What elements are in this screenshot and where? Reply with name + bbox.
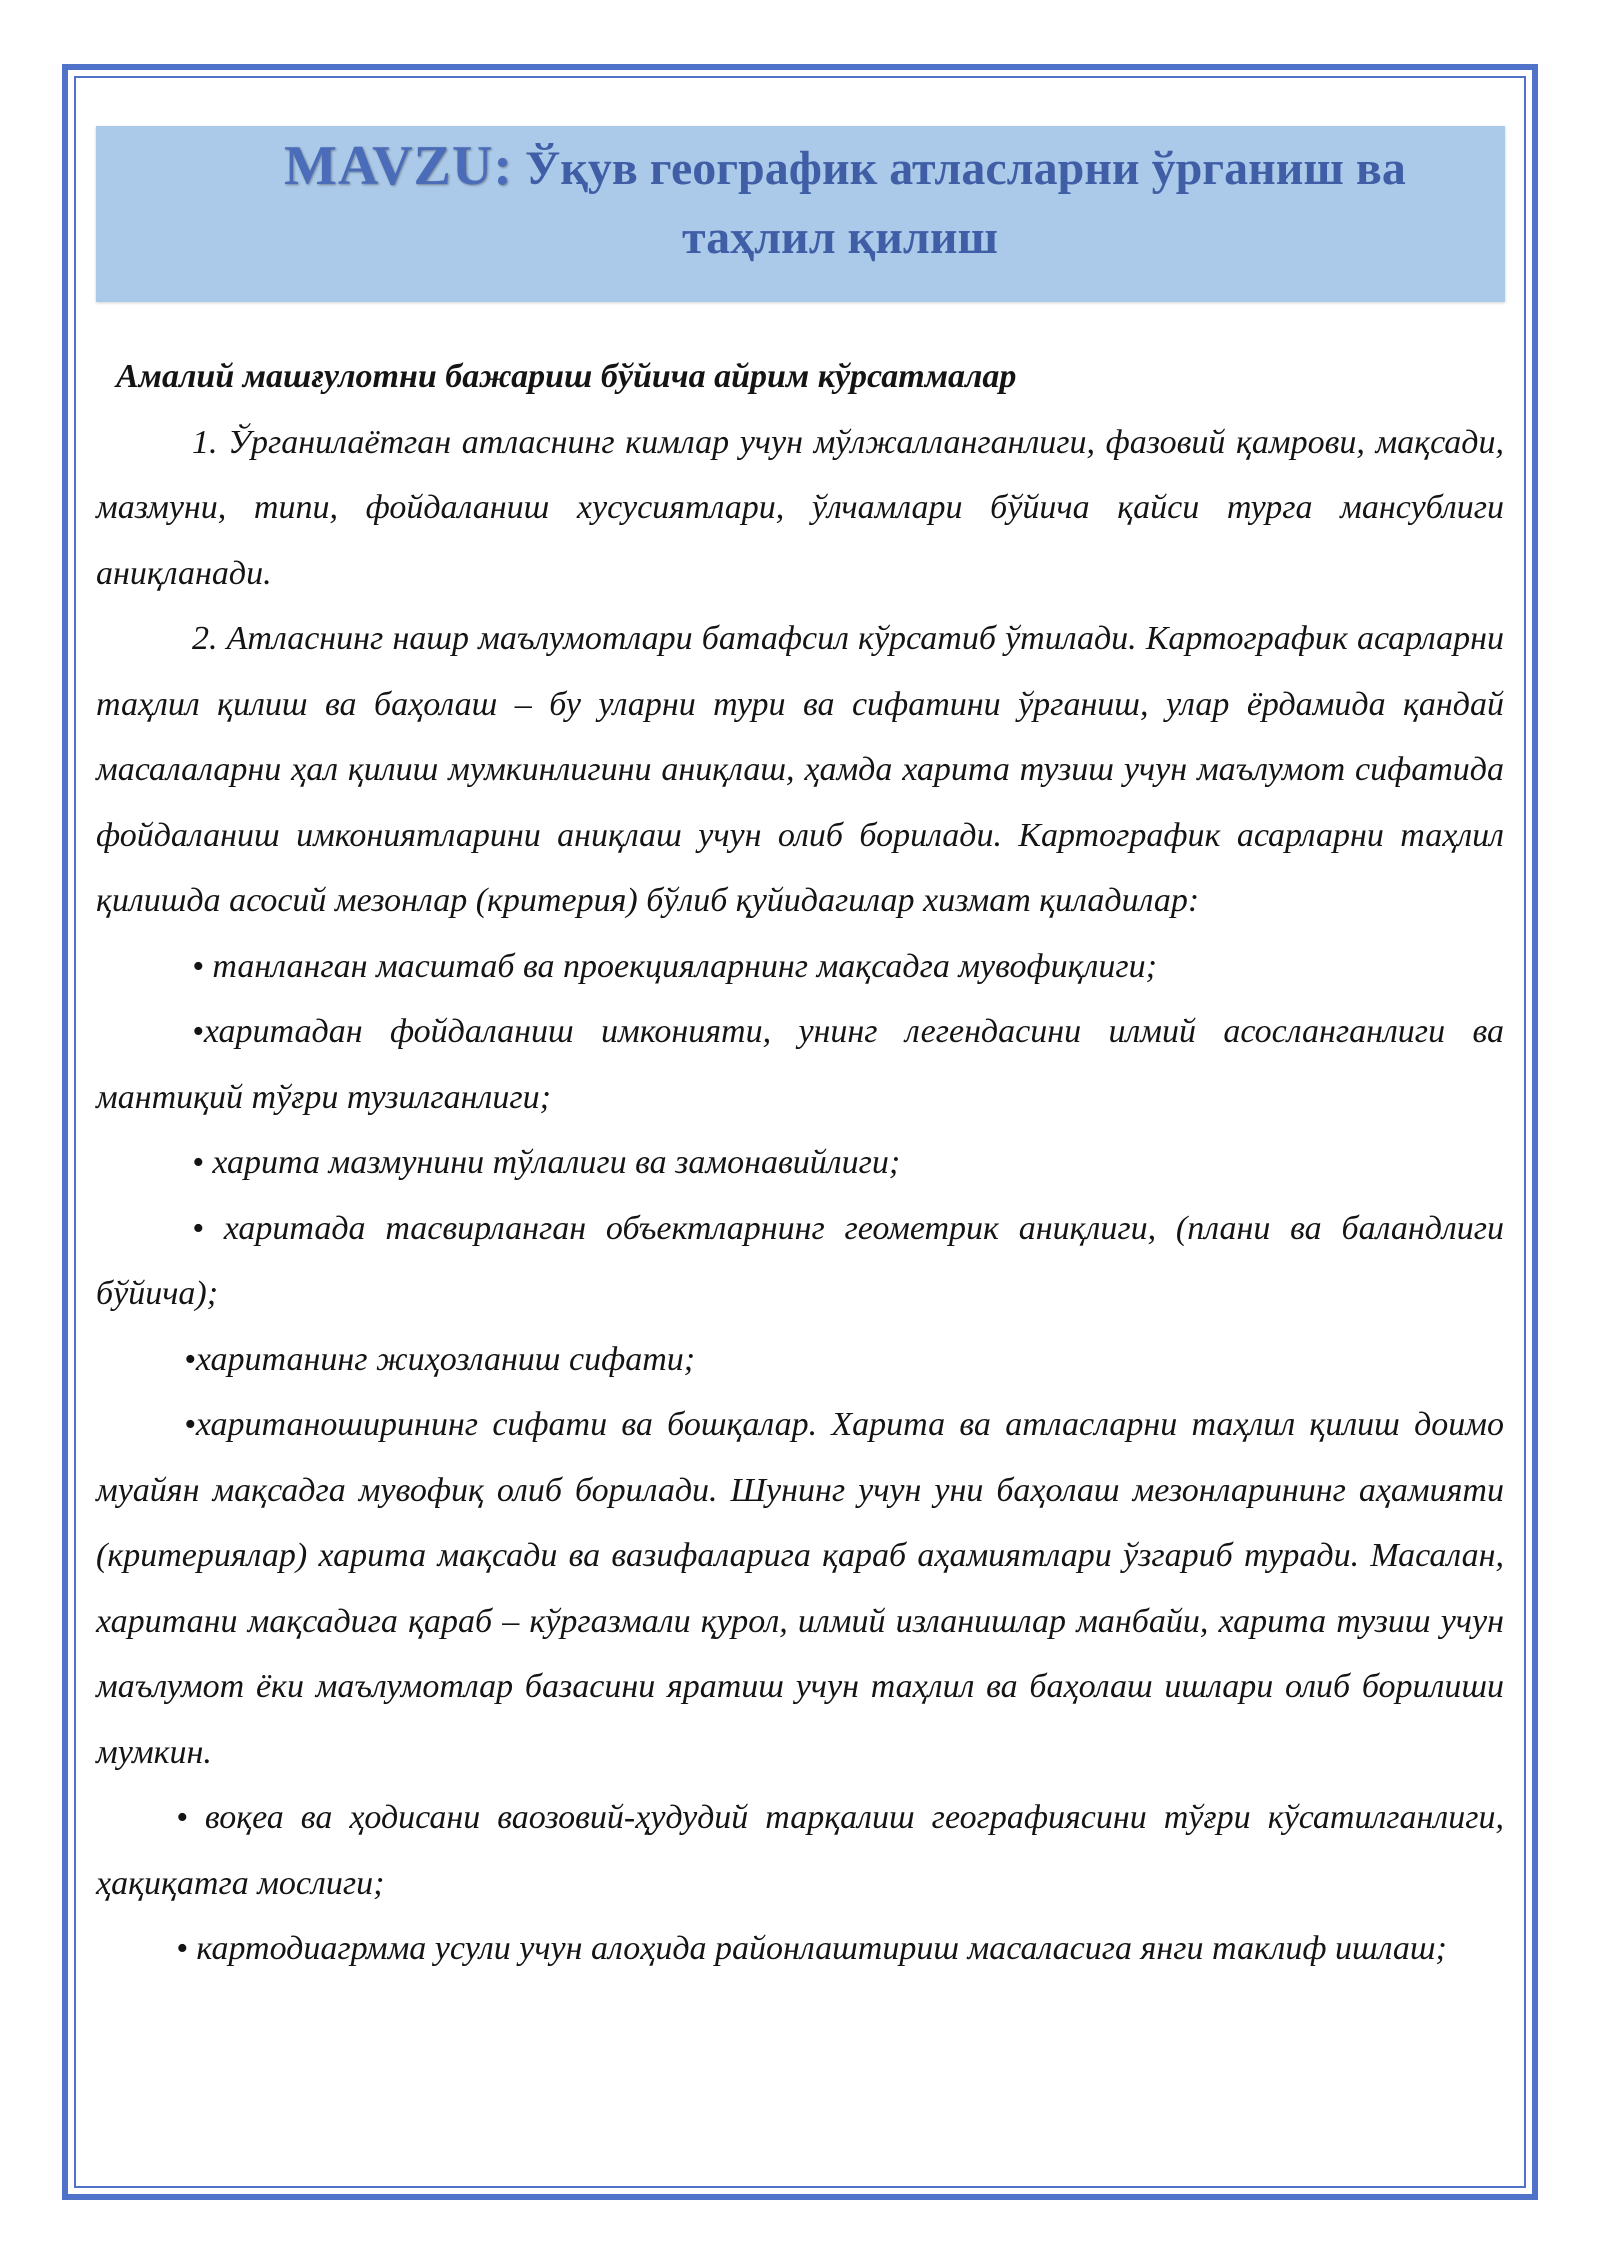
bullet-item-2: •харитадан фойдаланиш имконияти, унинг легендасини илмий асосланганлиги ва мантиқий тўғри тузилганлиги;: [96, 1013, 1504, 1116]
section-subheading: Амалий машғулотни бажариш бўйича айрим кўрсатмалар: [116, 358, 1017, 395]
bullet-item-4: • харитада тасвирланган объектларнинг геометрик аниқлиги, (плани ва баландлиги бўйича);: [96, 1209, 1504, 1312]
page-title-line-2: таҳлил қилиш: [681, 211, 999, 264]
bullet-item-7: • воқеа ва ҳодисани ваозовий-ҳудудий тарқалиш географиясини тўғри кўсатилганлиги, ҳақиқатга мослиги;: [96, 1799, 1504, 1902]
paragraph-1: 1. Ўрганилаётган атласнинг кимлар учун мўлжалланганлиги, фазовий қамрови, мақсади, мазмуни, типи, фойдаланиш хусусиятлари, ўлчамлари бўйича қайси турга мансублиги аниқланади.: [96, 423, 1504, 592]
bullet-item-1: • танланган масштаб ва проекцияларнинг мақсадга мувофиқлиги;: [192, 947, 1157, 985]
paragraph-2: 2. Атласнинг нашр маълумотлари батафсил кўрсатиб ўтилади. Картографик асарларни таҳлил қилиш ва баҳолаш – бу уларни тури ва сифатини ўрганиш, улар ёрдамида қандай масалаларни ҳал қилиш мумкинлигини аниқлаш, ҳамда харита тузиш учун маълумот сифатида фойдаланиш имкониятларини аниқлаш учун олиб борилади. Картографик асарларни таҳлил қилишда асосий мезонлар (критерия) бўлиб қуйидагилар хизмат қиладилар:: [96, 620, 1504, 919]
bullet-item-3: • харита мазмунини тўлалиги ва замонавийлиги;: [192, 1144, 901, 1181]
bullet-item-5: •хаританинг жиҳозланиш сифати;: [184, 1340, 696, 1378]
page-title-line-1: [284, 135, 1406, 197]
title-text-1: Ўқув географик атласларни ўрганиш ва: [512, 142, 1406, 195]
document-body: [96, 344, 1504, 1982]
title-prefix: MAVZU:: [284, 135, 513, 197]
bullet-item-8: • картодиагрмма усули учун алоҳида районлаштириш масаласига янги таклиф ишлаш;: [176, 1930, 1447, 1967]
bullet-item-6: •хаританоширининг сифати ва бошқалар. Харита ва атласларни таҳлил қилиш доимо муайян мақсадга мувофиқ олиб борилади. Шунинг учун уни баҳолаш мезонларининг аҳамияти (критериялар) харита мақсади ва вазифаларига қараб аҳамиятлари ўзгариб туради. Масалан, харитани мақсадига қараб – кўргазмали қурол, илмий изланишлар манбайи, харита тузиш учун маълумот ёки маълумотлар базасини яратиш учун таҳлил ва баҳолаш ишлари олиб борилиши мумкин.: [96, 1406, 1504, 1771]
